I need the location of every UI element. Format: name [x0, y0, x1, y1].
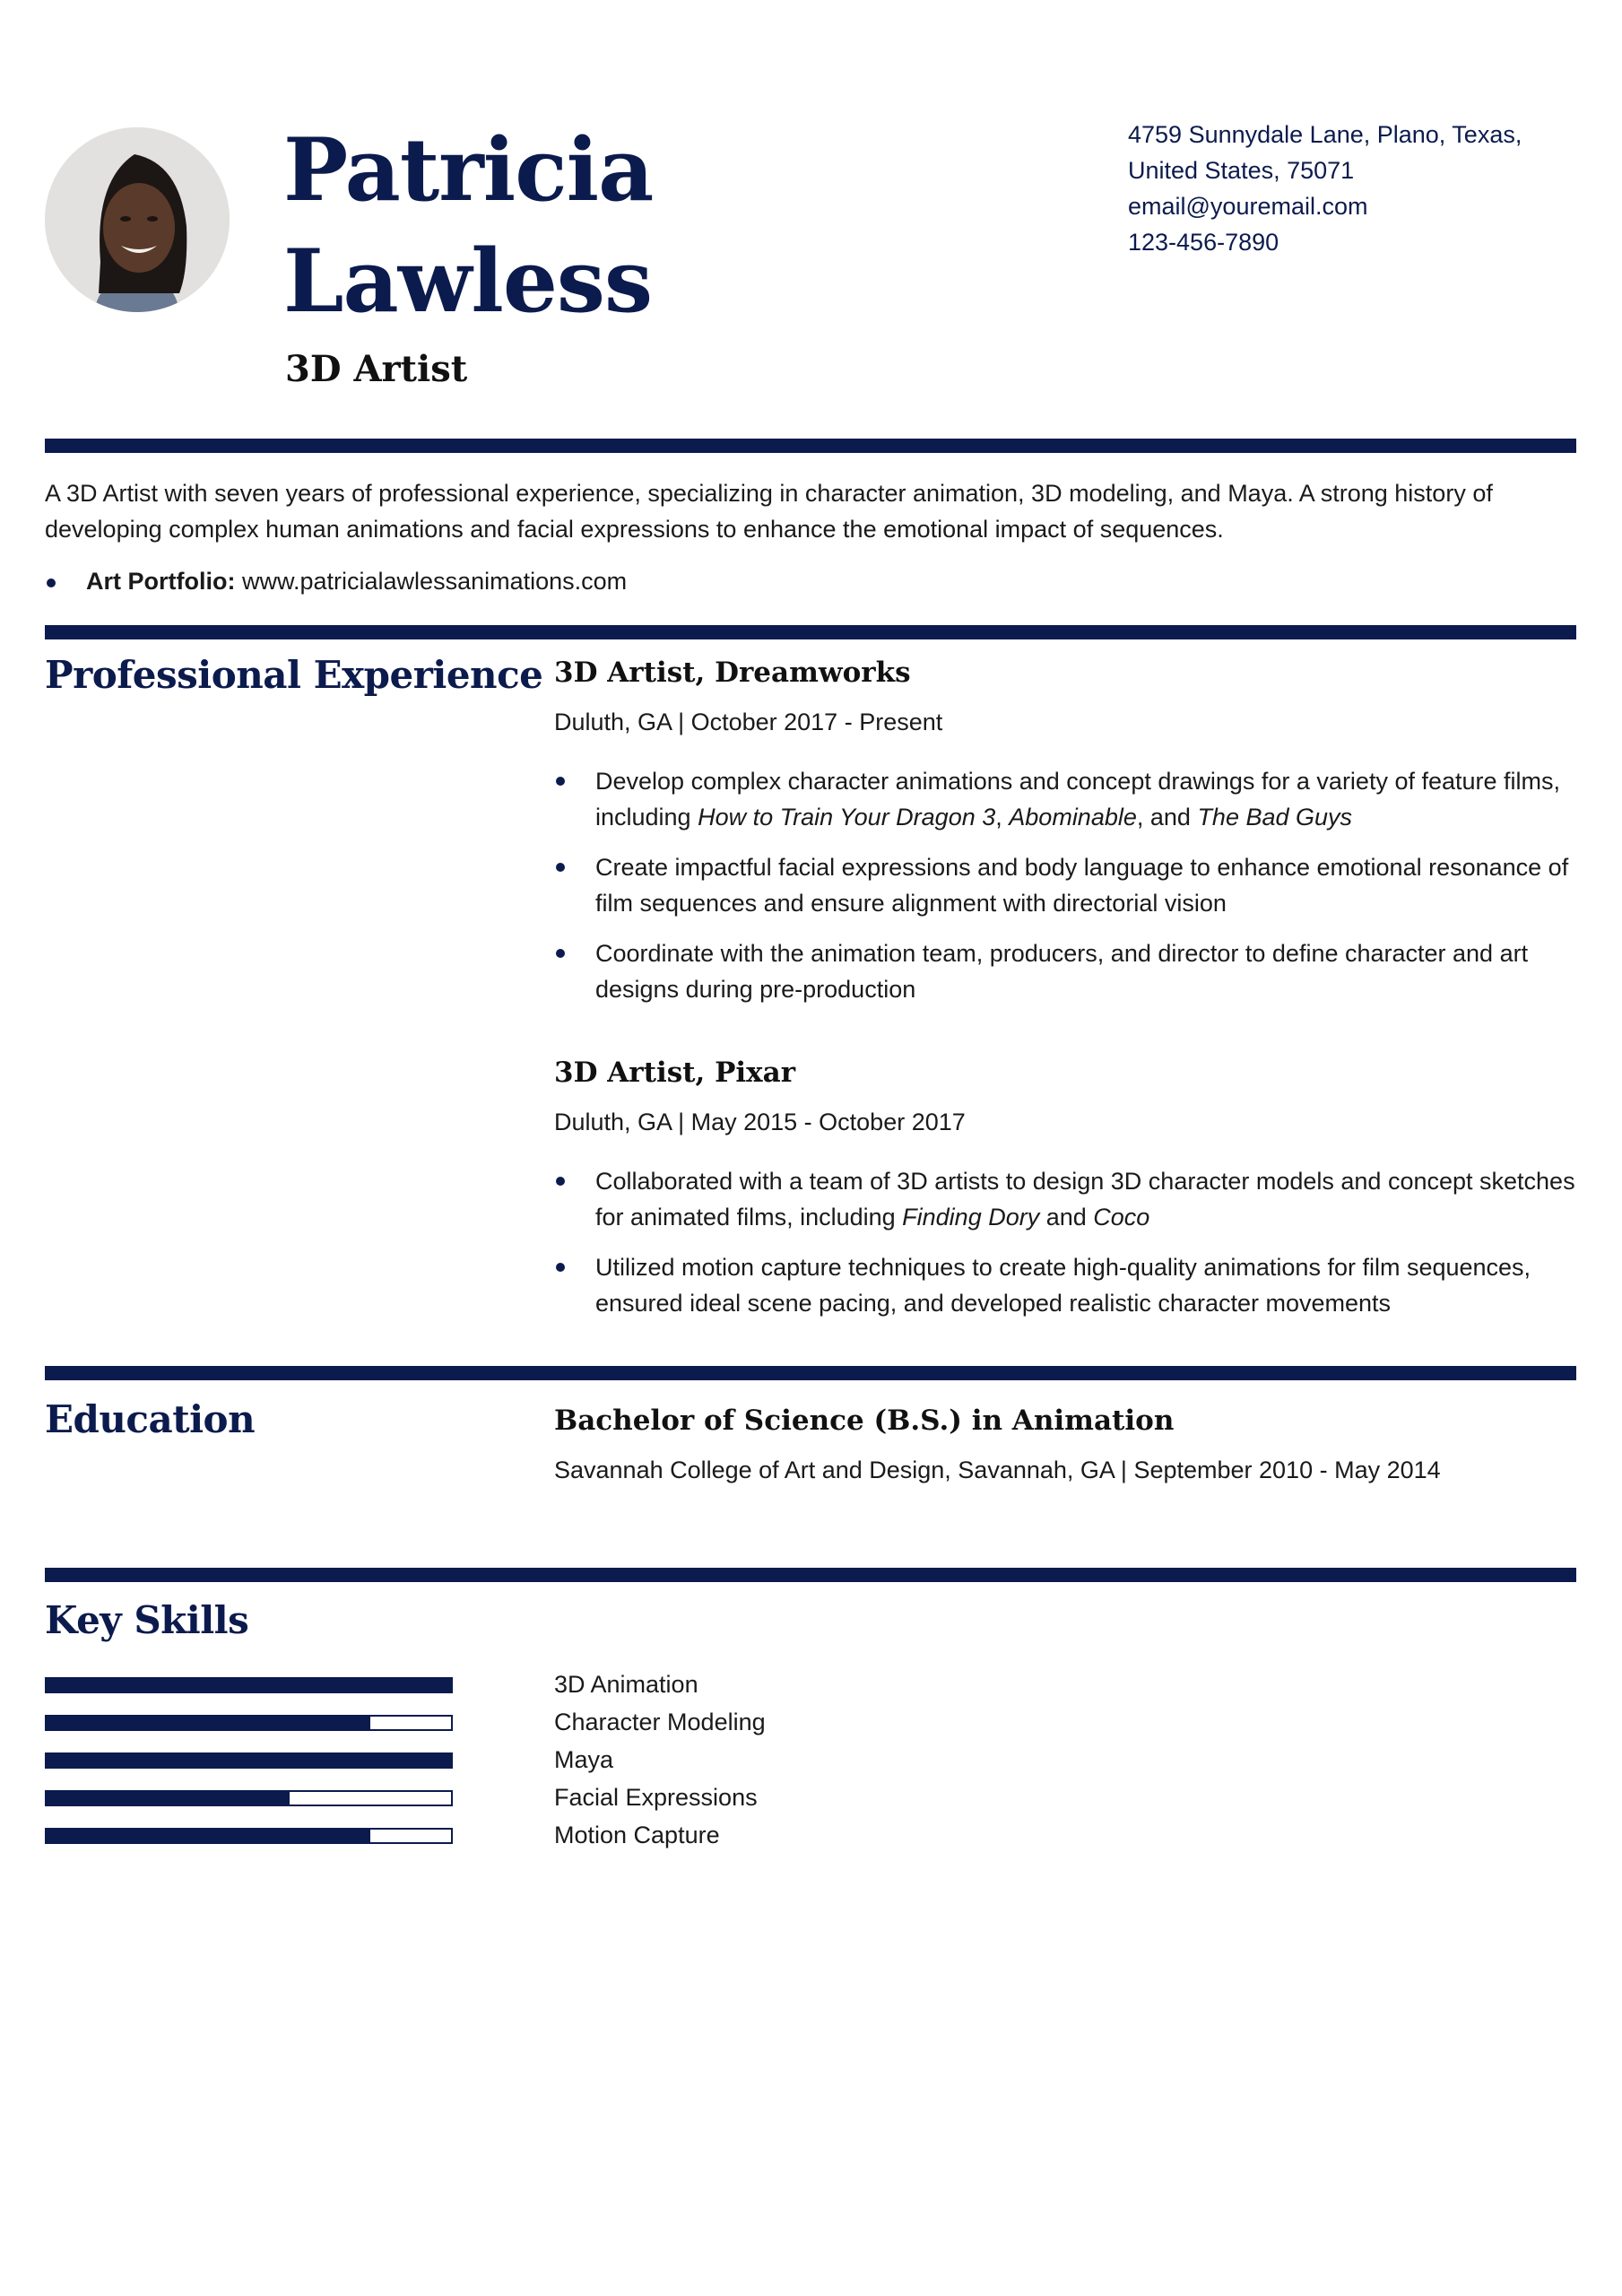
job-dreamworks	[554, 657, 1576, 1022]
address-line1: 4759 Sunnydale Lane, Plano, Texas,	[1128, 121, 1522, 148]
bullet-icon	[556, 1177, 565, 1186]
skill-fill	[47, 1792, 290, 1805]
portrait-image	[45, 127, 230, 312]
bullet-icon	[556, 949, 565, 958]
education-meta: Savannah College of Art and Design, Savannah, GA | September 2010 - May 2014	[554, 1457, 1441, 1483]
divider	[45, 1366, 1576, 1380]
skill-fill	[47, 1830, 370, 1842]
list-item: Develop complex character animations and concept drawings for a variety of feature films, including How to Train Your Dragon 3, Abominable, and The Bad Guys	[554, 763, 1576, 835]
portfolio-link[interactable]: www.patricialawlessanimations.com	[242, 568, 628, 595]
bullet-icon	[47, 578, 56, 587]
list-item: Utilized motion capture techniques to create high-quality animations for film sequences, ensured ideal scene pacing, and developed realistic character movements	[554, 1249, 1576, 1321]
contact-block	[1128, 117, 1522, 260]
skill-label: Facial Expressions	[554, 1784, 758, 1811]
bullet-icon	[556, 1263, 565, 1272]
list-item: Coordinate with the animation team, producers, and director to define character and art designs during pre-production	[554, 935, 1576, 1007]
job-title: 3D Artist, Dreamworks	[554, 657, 911, 689]
skill-label: Character Modeling	[554, 1709, 766, 1735]
bullet-icon	[556, 777, 565, 786]
skill-meter	[45, 1828, 453, 1844]
skill-meter	[45, 1677, 453, 1693]
degree: Bachelor of Science (B.S.) in Animation	[554, 1405, 1175, 1437]
divider	[45, 1568, 1576, 1582]
section-heading-education: Education	[45, 1397, 256, 1441]
candidate-name	[283, 115, 653, 337]
list-item: Collaborated with a team of 3D artists to design 3D character models and concept sketches for animated films, including Finding Dory and Coco	[554, 1163, 1576, 1235]
skill-meter	[45, 1752, 453, 1769]
address-line2: United States, 75071	[1128, 157, 1355, 184]
bullet-icon	[556, 863, 565, 872]
skill-meter	[45, 1790, 453, 1806]
divider	[45, 439, 1576, 453]
job-title: 3D Artist, Pixar	[554, 1057, 796, 1089]
section-heading-skills: Key Skills	[45, 1598, 249, 1642]
skill-fill	[47, 1717, 370, 1729]
skill-fill	[47, 1754, 451, 1767]
skill-fill	[47, 1679, 451, 1692]
job-bullets	[554, 1163, 1576, 1321]
job-meta: Duluth, GA | May 2015 - October 2017	[554, 1109, 966, 1135]
summary-text: A 3D Artist with seven years of professional experience, specializing in character animation, 3D modeling, and Maya. A strong history of developing complex human animations and facial expressions to enhance the emotional impact of sequences.	[45, 480, 1493, 543]
divider	[45, 625, 1576, 639]
section-heading-experience: Professional Experience	[45, 653, 543, 697]
portfolio-item	[45, 563, 627, 599]
skill-label: 3D Animation	[554, 1671, 698, 1698]
skill-label: Maya	[554, 1746, 614, 1773]
job-meta: Duluth, GA | October 2017 - Present	[554, 709, 943, 735]
list-item: Create impactful facial expressions and body language to enhance emotional resonance of film sequences and ensure alignment with directorial vision	[554, 849, 1576, 921]
job-bullets	[554, 763, 1576, 1007]
job-pixar	[554, 1057, 1576, 1335]
skill-meter	[45, 1715, 453, 1731]
job-title: 3D Artist	[285, 348, 468, 390]
portfolio-label: Art Portfolio:	[86, 568, 236, 595]
education-entry	[554, 1405, 1576, 1484]
first-name: Patricia	[283, 119, 654, 221]
email[interactable]: email@youremail.com	[1128, 193, 1368, 220]
profile-photo	[45, 127, 230, 312]
skill-label: Motion Capture	[554, 1822, 720, 1848]
phone: 123-456-7890	[1128, 229, 1279, 256]
last-name: Lawless	[283, 230, 652, 332]
